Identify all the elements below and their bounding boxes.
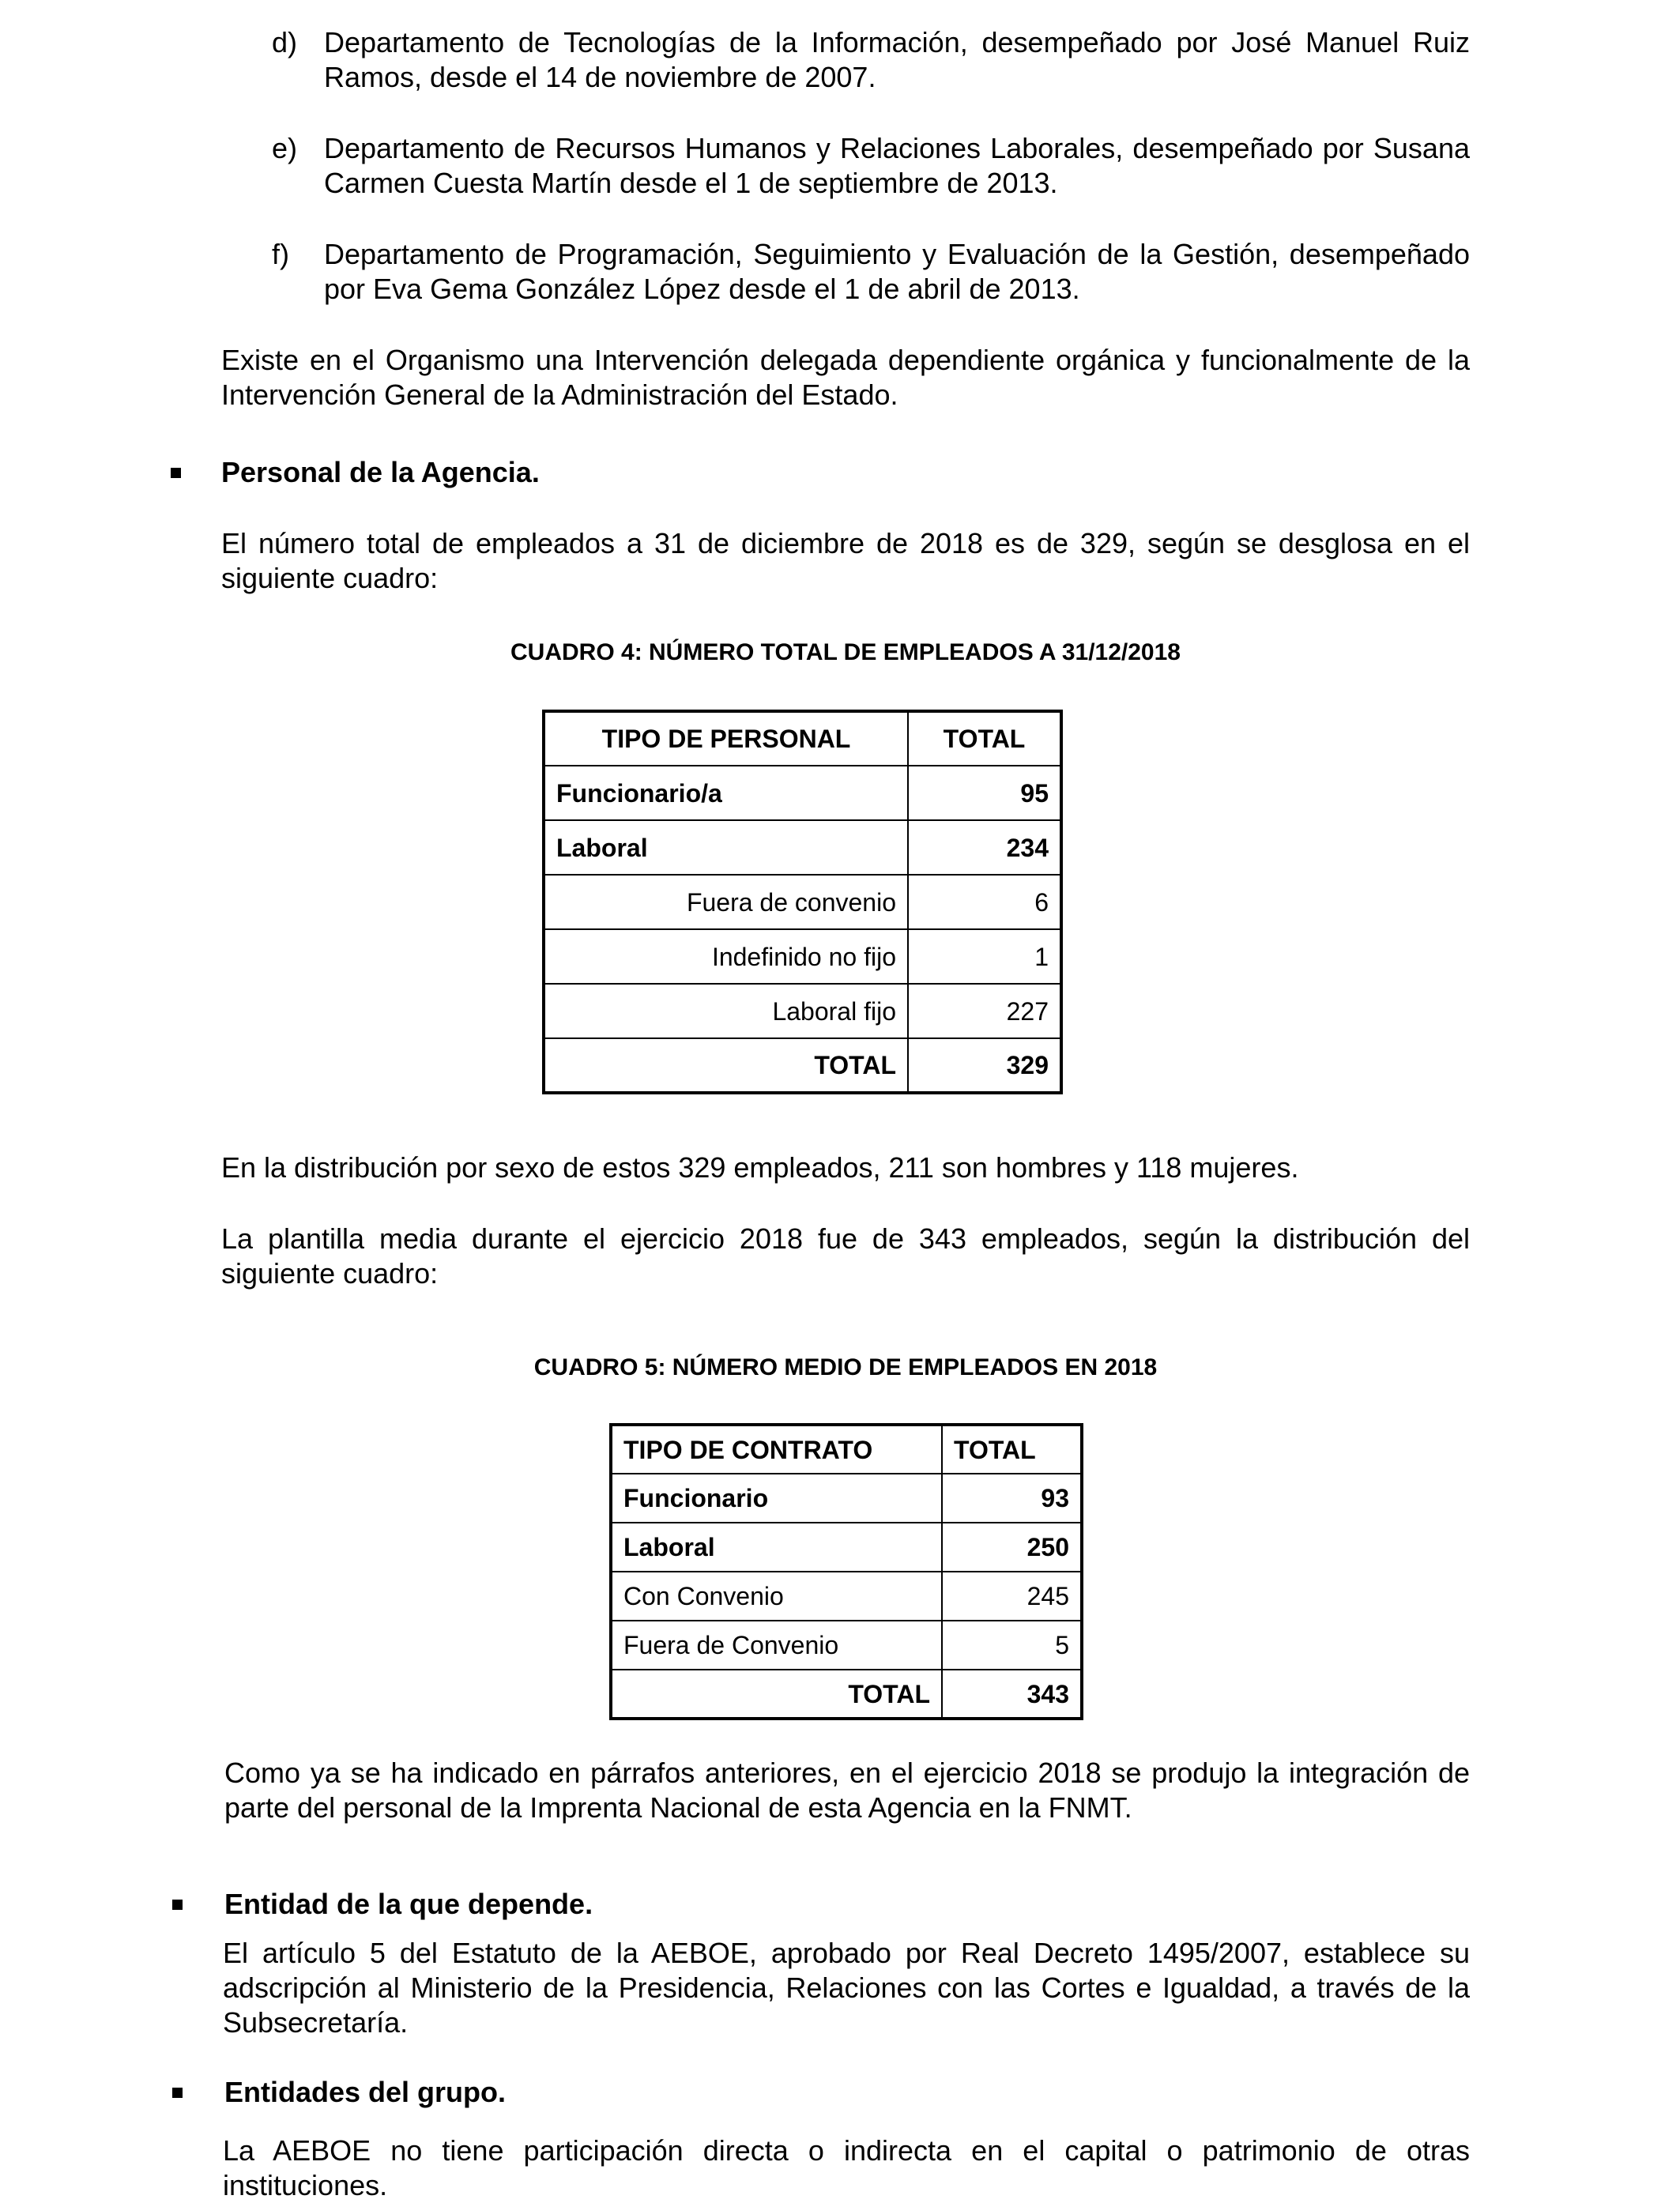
- department-item-e: [272, 131, 1470, 201]
- table-cell-value: 5: [942, 1621, 1082, 1670]
- media-paragraph: La plantilla media durante el ejercicio 2018 fue de 343 empleados, según la distribución del siguiente cuadro:: [221, 1222, 1470, 1290]
- table-cell-label: Laboral: [611, 1523, 942, 1572]
- table-cell-value: 329: [908, 1038, 1061, 1093]
- list-marker: f): [272, 238, 289, 270]
- bullet-icon: [171, 468, 181, 478]
- table-row: [544, 875, 1061, 929]
- section-heading-grupo: Entidades del grupo.: [224, 2076, 507, 2108]
- department-item-d: [272, 25, 1470, 95]
- section-heading-entidad: Entidad de la que depende.: [224, 1888, 593, 1920]
- table-row: [611, 1523, 1082, 1572]
- list-marker: e): [272, 132, 298, 164]
- table-cell-value: 245: [942, 1572, 1082, 1621]
- table-cell-value: 343: [942, 1670, 1082, 1719]
- department-text: Departamento de Recursos Humanos y Relaciones Laborales, desempeñado por Susana Carmen Cuesta Martín desde el 1 de septiembre de 2013.: [324, 132, 1470, 199]
- table-cell-value: 6: [908, 875, 1061, 929]
- table4: [542, 710, 1063, 1094]
- table-header-cell: TOTAL: [908, 711, 1061, 766]
- bullet-icon: [172, 1900, 183, 1910]
- table-cell-value: 1: [908, 929, 1061, 984]
- table-cell-label: Laboral fijo: [544, 984, 908, 1038]
- table-cell-label: Laboral: [544, 820, 908, 875]
- table-row: [544, 984, 1061, 1038]
- table-row: [611, 1621, 1082, 1670]
- table-header-row: [611, 1425, 1082, 1474]
- table-total-row: [611, 1670, 1082, 1719]
- integracion-paragraph: Como ya se ha indicado en párrafos anteriores, en el ejercicio 2018 se produjo la integración de parte del personal de la Imprenta Nacional de esta Agencia en la FNMT.: [224, 1757, 1470, 1824]
- table5-caption: CUADRO 5: NÚMERO MEDIO DE EMPLEADOS EN 2018: [533, 1354, 1158, 1380]
- intervencion-paragraph: Existe en el Organismo una Intervención delegada dependiente orgánica y funcionalmente de la Intervención General de la Administración del Estado.: [221, 344, 1470, 411]
- table-row: [544, 766, 1061, 820]
- table-cell-label: Fuera de Convenio: [611, 1621, 942, 1670]
- table-cell-label: Indefinido no fijo: [544, 929, 908, 984]
- table-cell-value: 234: [908, 820, 1061, 875]
- table5: [609, 1423, 1083, 1720]
- table-cell-label: Fuera de convenio: [544, 875, 908, 929]
- table-header-cell: TIPO DE PERSONAL: [544, 711, 908, 766]
- bullet-icon: [172, 2088, 183, 2098]
- department-item-f: [272, 237, 1470, 307]
- table-cell-label: TOTAL: [611, 1670, 942, 1719]
- sexo-paragraph: En la distribución por sexo de estos 329 empleados, 211 son hombres y 118 mujeres.: [221, 1151, 1299, 1184]
- table4-caption: CUADRO 4: NÚMERO TOTAL DE EMPLEADOS A 31/12/2018: [510, 639, 1181, 665]
- department-text: Departamento de Tecnologías de la Información, desempeñado por José Manuel Ruiz Ramos, desde el 14 de noviembre de 2007.: [324, 26, 1470, 93]
- table-total-row: [544, 1038, 1061, 1093]
- table-header-cell: TOTAL: [942, 1425, 1082, 1474]
- personal-intro-paragraph: El número total de empleados a 31 de diciembre de 2018 es de 329, según se desglosa en el siguiente cuadro:: [221, 527, 1470, 594]
- table-row: [611, 1572, 1082, 1621]
- table-cell-label: TOTAL: [544, 1038, 908, 1093]
- table-cell-label: Funcionario/a: [544, 766, 908, 820]
- table-header-cell: TIPO DE CONTRATO: [611, 1425, 942, 1474]
- table-cell-label: Con Convenio: [611, 1572, 942, 1621]
- table-cell-value: 95: [908, 766, 1061, 820]
- table-header-row: [544, 711, 1061, 766]
- section-heading-personal: Personal de la Agencia.: [221, 456, 540, 488]
- list-marker: d): [272, 26, 298, 58]
- table-row: [544, 820, 1061, 875]
- table-cell-label: Funcionario: [611, 1474, 942, 1523]
- table-cell-value: 227: [908, 984, 1061, 1038]
- entidad-paragraph: El artículo 5 del Estatuto de la AEBOE, aprobado por Real Decreto 1495/2007, establece su adscripción al Ministerio de la Presidencia, Relaciones con las Cortes e Igualdad, a través de la Subsecretaría.: [223, 1937, 1470, 2039]
- table-row: [544, 929, 1061, 984]
- grupo-paragraph: La AEBOE no tiene participación directa o indirecta en el capital o patrimonio de otras instituciones.: [223, 2134, 1470, 2201]
- department-text: Departamento de Programación, Seguimiento y Evaluación de la Gestión, desempeñado por Eva Gema González López desde el 1 de abril de 2013.: [324, 238, 1470, 305]
- table-cell-value: 250: [942, 1523, 1082, 1572]
- table-cell-value: 93: [942, 1474, 1082, 1523]
- table-row: [611, 1474, 1082, 1523]
